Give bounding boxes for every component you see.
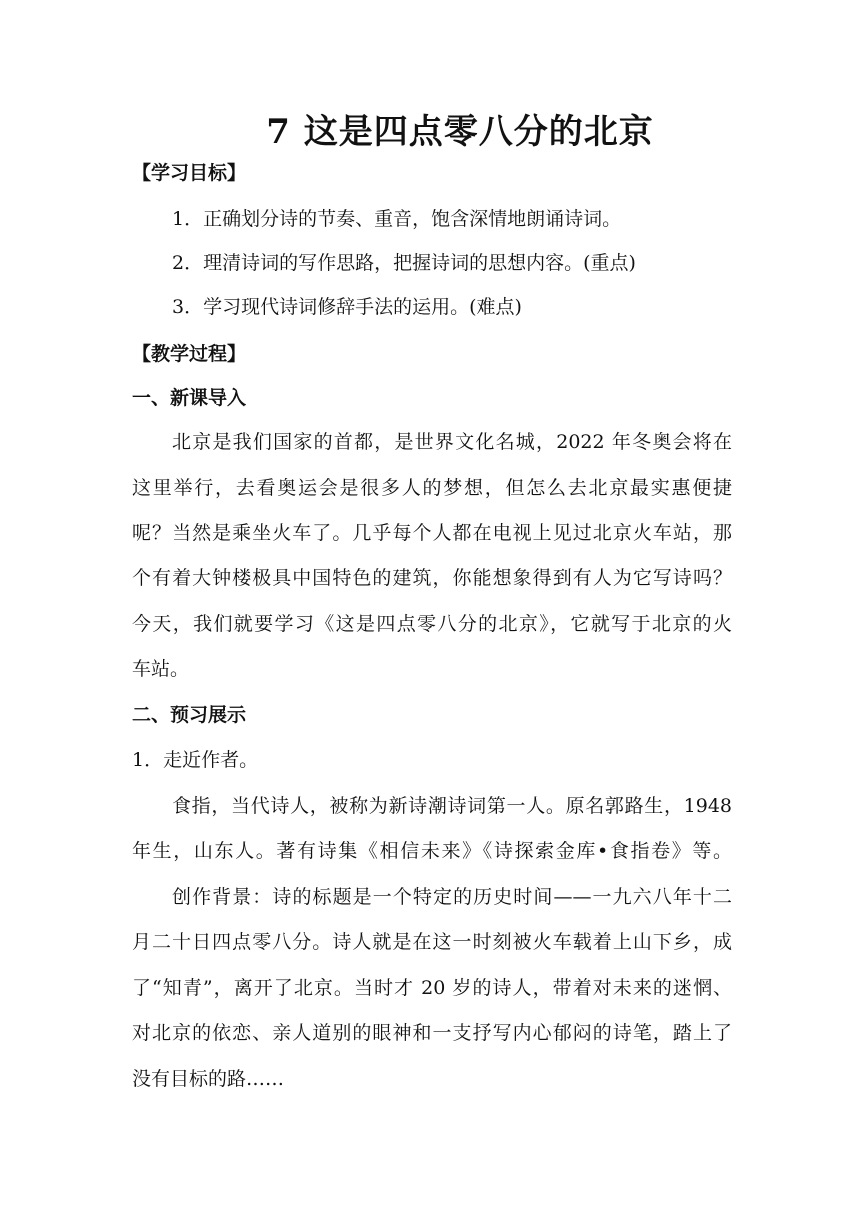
section-heading-process: 【教学过程】: [132, 343, 247, 365]
page-title: 7 这是四点零八分的北京: [266, 112, 654, 152]
background-line-5: 没有目标的路……: [132, 1068, 285, 1090]
intro-line-2: 这里举行，去看奥运会是很多人的梦想，但怎么去北京最实惠便捷: [132, 477, 732, 499]
background-line-3: 了“知青”，离开了北京。当时才 20 岁的诗人，带着对未来的迷惘、: [132, 977, 732, 999]
intro-line-5: 今天，我们就要学习《这是四点零八分的北京》，它就写于北京的火: [132, 613, 732, 635]
intro-line-1: 北京是我们国家的首都，是世界文化名城，2022 年冬奥会将在: [172, 431, 732, 453]
background-line-1: 创作背景：诗的标题是一个特定的历史时间——一九六八年十二: [172, 886, 732, 908]
intro-line-6: 车站。: [132, 658, 190, 680]
goal-item-3: 3．学习现代诗词修辞手法的运用。(难点): [172, 296, 522, 318]
goal-item-2: 2．理清诗词的写作思路，把握诗词的思想内容。(重点): [172, 252, 636, 274]
section-heading-goals: 【学习目标】: [132, 162, 247, 184]
author-line-2: 年生，山东人。著有诗集《相信未来》《诗探索金库•食指卷》等。: [132, 840, 732, 862]
goal-item-1: 1．正确划分诗的节奏、重音，饱含深情地朗诵诗词。: [172, 208, 622, 230]
background-line-4: 对北京的依恋、亲人道别的眼神和一支抒写内心郁闷的诗笔，踏上了: [132, 1022, 732, 1044]
part2-heading: 二、预习展示: [132, 704, 247, 726]
item1-label: 1．走近作者。: [132, 749, 259, 771]
author-line-1: 食指，当代诗人，被称为新诗潮诗词第一人。原名郭路生，1948: [172, 795, 732, 817]
background-line-2: 月二十日四点零八分。诗人就是在这一时刻被火车载着上山下乡，成: [132, 931, 732, 953]
part1-heading: 一、新课导入: [132, 387, 247, 409]
intro-line-4: 个有着大钟楼极具中国特色的建筑，你能想象得到有人为它写诗吗？: [132, 567, 732, 589]
intro-line-3: 呢？当然是乘坐火车了。几乎每个人都在电视上见过北京火车站，那: [132, 522, 732, 544]
